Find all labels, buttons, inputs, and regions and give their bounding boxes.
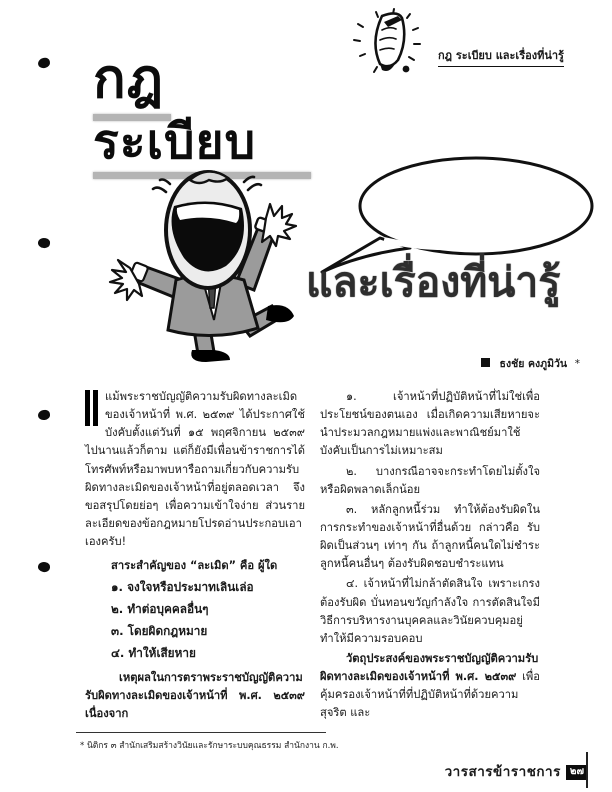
journal-name: วารสารข้าราชการ — [444, 764, 561, 780]
footnote-rule — [76, 732, 326, 733]
margin-dot — [37, 57, 51, 69]
intro-text: แม้พระราชบัญญัติความรับผิดทางละเมิดของเจ้าหน้าที่ พ.ศ. ๒๕๓๙ ได้ประกาศใช้บังคับตั้งแต่วันที่ ๑๕ พฤศจิกายน ๒๕๓๙ ไปนานแล้วก็ตาม แต่ก็ยังมีเพื่อนข้าราชการได้โทรศัพท์หรือมาพบหารือถามเกี่ยวกับความรับผิดทางละเมิดของเจ้าหน้าที่อยู่ตลอดเวลา จึงขอสรุปโดยย่อๆ เพื่อความเข้าใจง่าย ส่วนรายละเอียดของข้อกฎหมายโปรดอ่านประกอบเอาเองครับ! — [85, 390, 305, 549]
purpose-rest: เพื่อคุ้มครองเจ้าหน้าที่ที่ปฏิบัติหน้าที่ด้วยความสุจริต และ — [320, 670, 540, 720]
list-item: ๔. ทำให้เสียหาย — [111, 645, 196, 660]
page-title-line3: และเรื่องที่น่ารู้ — [306, 258, 561, 306]
list-item: ๒. ทำต่อบุคคลอื่นๆ — [111, 602, 209, 617]
laughing-man-cartoon — [108, 168, 298, 370]
handwritten-note-icon — [348, 6, 434, 82]
left-column — [85, 388, 305, 725]
list-item: ๑. จงใจหรือประมาทเลินเล่อ — [111, 580, 254, 595]
margin-dot — [37, 561, 51, 573]
running-title: กฎ ระเบียบ และเรื่องที่น่ารู้ — [438, 46, 564, 67]
byline-square-bullet — [481, 358, 490, 367]
numbered-paragraph: ๓. หลักลูกหนี้ร่วม ทำให้ต้องรับผิดในการกระทำของเจ้าหน้าที่อื่นด้วย กล่าวคือ รับผิดเป็นส่วนๆ เท่าๆ กัน ถ้าลูกหนี้คนใดไม่ชำระ ลูกหนี้คนอื่นๆ ต้องรับผิดชอบชำระแทน — [320, 502, 540, 571]
essence-heading: สาระสำคัญของ “ละเมิด” คือ ผู้ใด — [111, 559, 278, 573]
byline — [0, 355, 580, 372]
tort-elements-list — [111, 577, 305, 664]
author-name: ธงชัย คงภูมิวัน — [499, 358, 568, 370]
margin-dot — [38, 409, 51, 420]
numbered-paragraph: ๔. เจ้าหน้าที่ไม่กล้าตัดสินใจ เพราะเกรงต้องรับผิด บั่นทอนขวัญกำลังใจ การตัดสินใจมีวิธีการบริหารงานบุคคลและวินัยควบคุมอยู่ ทำให้มีความรอบคอบ — [320, 577, 540, 645]
page-title-line1: กฎ — [93, 47, 164, 110]
right-column — [320, 388, 540, 725]
footer-divider — [586, 752, 588, 788]
paragraph-lead-bars — [85, 390, 98, 426]
page-footer — [0, 760, 588, 782]
footnote: * นิติกร ๓ สำนักเสริมสร้างวินัยและรักษาระบบคุณธรรม สำนักงาน ก.พ. — [80, 741, 339, 751]
numbered-paragraph: ๒. บางกรณีอาจจะกระทำโดยไม่ตั้งใจหรือผิดพลาดเล็กน้อย — [320, 464, 540, 496]
purpose-lead: วัตถุประสงค์ของพระราชบัญญัติความรับผิดทางละเมิดของเจ้าหน้าที่ พ.ศ. ๒๕๓๙ — [320, 651, 539, 684]
purpose-paragraph — [320, 650, 540, 723]
list-item: ๓. โดยผิดกฎหมาย — [111, 624, 208, 639]
intro-paragraph — [85, 388, 305, 551]
margin-dot — [37, 237, 50, 249]
numbered-paragraph: ๑. เจ้าหน้าที่ปฏิบัติหน้าที่ไม่ใช่เพื่อประโยชน์ของตนเอง เมื่อเกิดความเสียหายจะนำประมวลกฎหมายแพ่งและพาณิชย์มาใช้บังคับเป็นการไม่เหมาะสม — [320, 390, 540, 458]
page-number-badge: ๒๗ — [566, 765, 588, 780]
page-title-line2: ระเบียบ — [93, 114, 257, 170]
body-columns — [85, 388, 541, 725]
footnote-asterisk: * — [574, 358, 580, 370]
reason-paragraph: เหตุผลในการตราพระราชบัญญัติความรับผิดทางละเมิดของเจ้าหน้าที่ พ.ศ. ๒๕๓๙ เนื่องจาก — [85, 670, 305, 720]
